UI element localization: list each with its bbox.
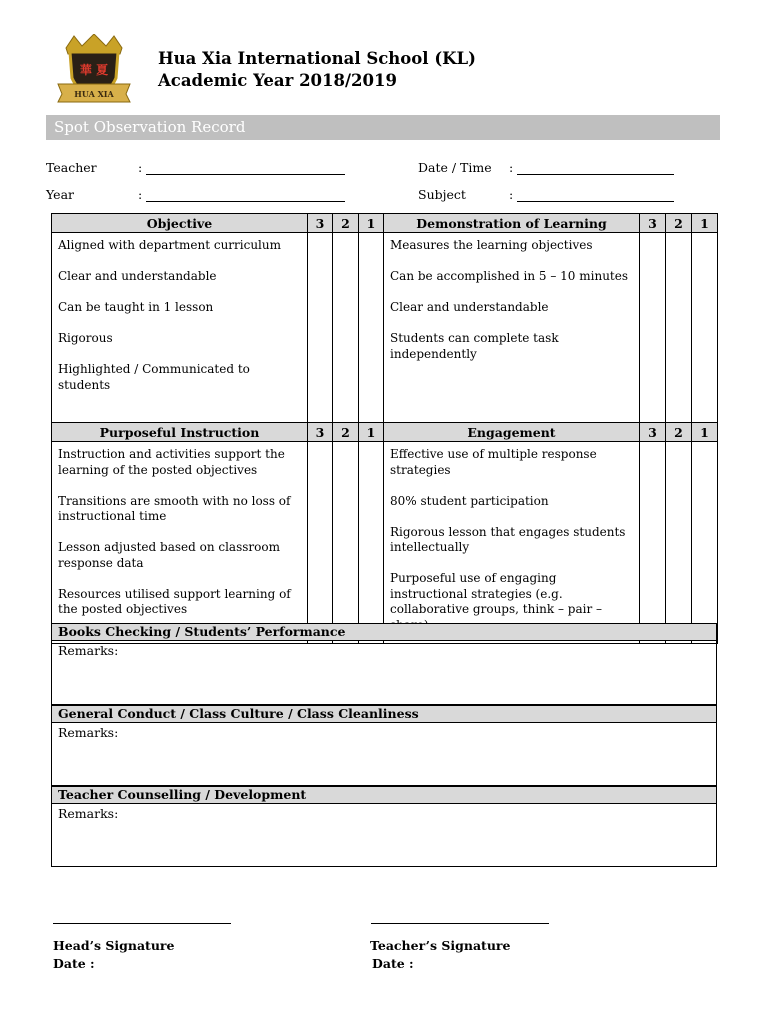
criterion-item: Rigorous (58, 331, 113, 345)
criterion-item: Students can complete task independently (390, 331, 559, 361)
score-3-header: 3 (308, 214, 333, 233)
engagement-header: Engagement (384, 423, 640, 442)
criterion-item: Can be accomplished in 5 – 10 minutes (390, 269, 629, 283)
table-header-row (52, 214, 718, 233)
purposeful-instruction-criteria (52, 442, 308, 644)
general-conduct-remarks-box[interactable] (51, 723, 717, 786)
head-signature-line[interactable] (53, 923, 231, 924)
svg-text:華 夏: 華 夏 (79, 63, 109, 77)
criterion-item: Rigorous lesson that engages students intellectually (390, 524, 626, 554)
criterion-item: Measures the learning objectives (390, 238, 593, 252)
score-3-header: 3 (308, 423, 333, 442)
score-cell-3[interactable] (308, 233, 333, 423)
score-cell-3[interactable] (308, 442, 333, 644)
date-time-separator: : (509, 160, 514, 175)
score-cell-1[interactable] (359, 233, 384, 423)
score-cell-1[interactable] (692, 233, 718, 423)
teacher-signature-line[interactable] (371, 923, 549, 924)
score-cell-2[interactable] (333, 442, 359, 644)
subject-label: Subject (418, 187, 466, 202)
engagement-criteria (384, 442, 640, 644)
score-cell-1[interactable] (692, 442, 718, 644)
demonstration-header: Demonstration of Learning (384, 214, 640, 233)
academic-year: Academic Year 2018/2019 (158, 71, 397, 90)
criterion-item: Effective use of multiple response strategies (390, 447, 597, 477)
books-checking-header: Books Checking / Students’ Performance (51, 623, 717, 641)
score-1-header: 1 (359, 423, 384, 442)
score-2-header: 2 (666, 214, 692, 233)
teacher-label: Teacher (46, 160, 97, 175)
criterion-item: Aligned with department curriculum (58, 238, 282, 252)
objective-header: Objective (52, 214, 308, 233)
score-cell-2[interactable] (333, 233, 359, 423)
school-crest-logo-icon (52, 34, 136, 106)
criterion-item: Highlighted / Communicated to students (58, 362, 250, 392)
year-field[interactable] (146, 201, 345, 202)
score-cell-2[interactable] (666, 442, 692, 644)
criterion-item: Resources utilised support learning of the posted objectives (58, 586, 291, 616)
score-2-header: 2 (333, 214, 359, 233)
year-separator: : (138, 187, 143, 202)
criterion-item: Lesson adjusted based on classroom response data (58, 540, 280, 570)
school-name: Hua Xia International School (KL) (158, 49, 476, 68)
date-time-label: Date / Time (418, 160, 492, 175)
objective-criteria (52, 233, 308, 423)
score-2-header: 2 (666, 423, 692, 442)
criterion-item: Transitions are smooth with no loss of instructional time (58, 493, 291, 523)
score-1-header: 1 (359, 214, 384, 233)
criterion-item: Instruction and activities support the learning of the posted objectives (58, 447, 285, 477)
teacher-field[interactable] (146, 174, 345, 175)
score-cell-3[interactable] (640, 233, 666, 423)
head-date-label: Date : (53, 956, 95, 971)
subject-field[interactable] (517, 201, 674, 202)
demonstration-criteria (384, 233, 640, 423)
score-1-header: 1 (692, 423, 718, 442)
form-title-banner: Spot Observation Record (46, 115, 720, 140)
general-conduct-header: General Conduct / Class Culture / Class Cleanliness (51, 705, 717, 723)
purposeful-instruction-header: Purposeful Instruction (52, 423, 308, 442)
remarks-label: Remarks: (58, 806, 119, 821)
table-row (52, 233, 718, 423)
criterion-item: Purposeful use of engaging instructional strategies (e.g. collaborative groups, think – pair – (390, 571, 603, 616)
year-label: Year (46, 187, 74, 202)
score-3-header: 3 (640, 214, 666, 233)
criterion-item: Clear and understandable (58, 269, 217, 283)
teacher-date-label: Date : (372, 956, 414, 971)
teacher-counselling-header: Teacher Counselling / Development (51, 786, 717, 804)
remarks-label: Remarks: (58, 725, 119, 740)
table-row (52, 442, 718, 644)
date-time-field[interactable] (517, 174, 674, 175)
score-1-header: 1 (692, 214, 718, 233)
table-header-row (52, 423, 718, 442)
svg-text:HUA XIA: HUA XIA (74, 89, 114, 99)
score-cell-2[interactable] (666, 233, 692, 423)
score-cell-1[interactable] (359, 442, 384, 644)
score-3-header: 3 (640, 423, 666, 442)
criterion-item: Clear and understandable (390, 300, 549, 314)
remarks-label: Remarks: (58, 643, 119, 658)
teacher-separator: : (138, 160, 143, 175)
criterion-item: Can be taught in 1 lesson (58, 300, 214, 314)
subject-separator: : (509, 187, 514, 202)
observation-table (51, 213, 718, 644)
head-signature-label: Head’s Signature (53, 938, 175, 953)
books-checking-remarks-box[interactable] (51, 641, 717, 705)
score-cell-3[interactable] (640, 442, 666, 644)
score-2-header: 2 (333, 423, 359, 442)
criterion-item: 80% student participation (390, 493, 549, 508)
teacher-counselling-remarks-box[interactable] (51, 804, 717, 867)
teacher-signature-label: Teacher’s Signature (370, 938, 511, 953)
